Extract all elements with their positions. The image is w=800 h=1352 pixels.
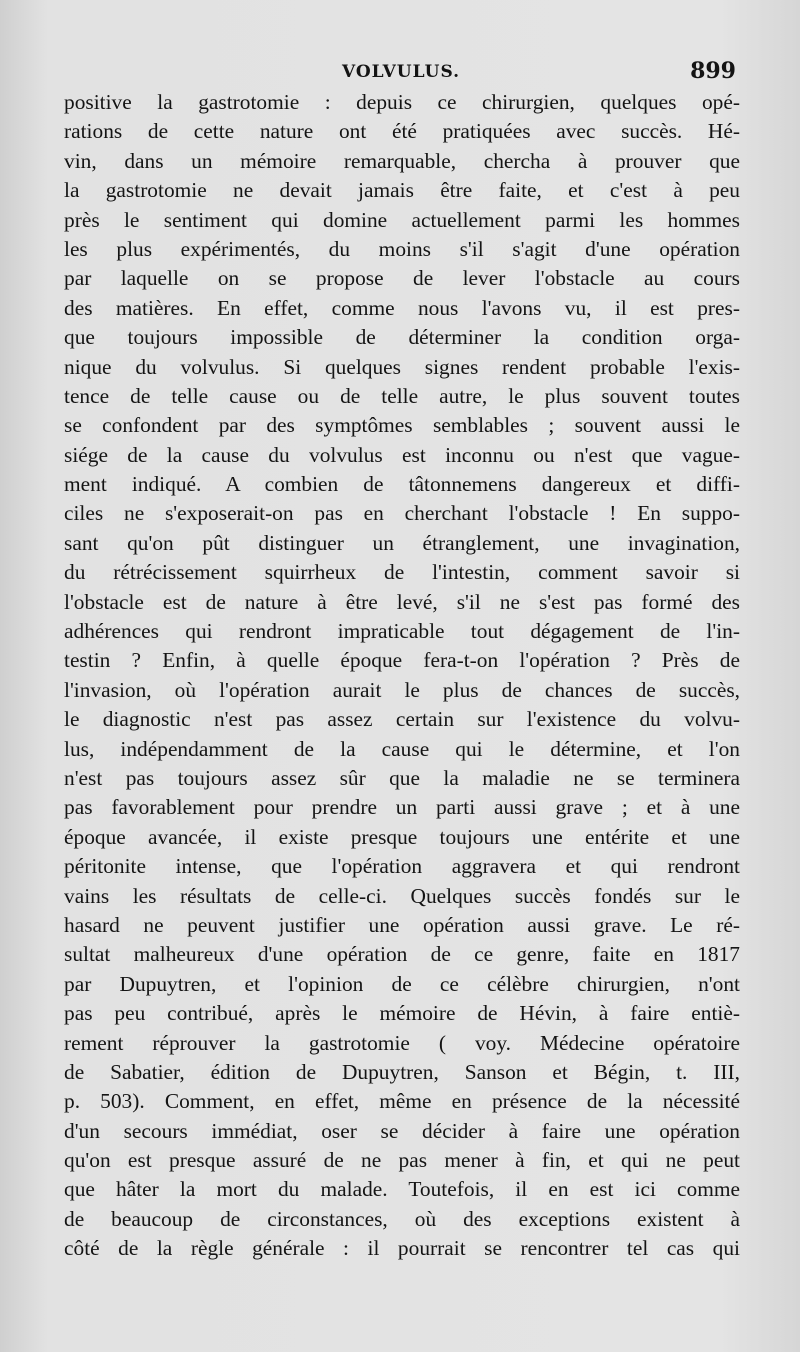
- text-line: vin, dans un mémoire remarquable, chercha à prouver que: [64, 148, 740, 173]
- text-line: que hâter la mort du malade. Toutefois, il en est ici comme: [64, 1177, 740, 1202]
- running-title: VOLVULUS.: [341, 62, 461, 82]
- text-line: p. 503). Comment, en effet, même en présence de la nécessité: [64, 1089, 740, 1114]
- running-head: [66, 58, 736, 86]
- page-number: 899: [690, 58, 736, 84]
- text-line: rement réprouver la gastrotomie ( voy. Médecine opératoire: [64, 1030, 740, 1055]
- text-line: positive la gastrotomie : depuis ce chirurgien, quelques opé-: [64, 90, 740, 114]
- text-line: sant qu'on pût distinguer un étranglement, une invagination,: [64, 530, 740, 555]
- text-line: siége de la cause du volvulus est inconnu ou n'est que vague-: [64, 442, 740, 467]
- text-line: vains les résultats de celle-ci. Quelques succès fondés sur le: [64, 883, 740, 908]
- text-line: l'invasion, où l'opération aurait le plus de chances de succès,: [64, 677, 740, 702]
- text-line: se confondent par des symptômes semblables ; souvent aussi le: [64, 413, 740, 438]
- text-line: des matières. En effet, comme nous l'avons vu, il est pres-: [64, 295, 740, 320]
- text-line: du rétrécissement squirrheux de l'intestin, comment savoir si: [64, 560, 740, 585]
- body-text: [64, 88, 740, 1264]
- text-line: nique du volvulus. Si quelques signes rendent probable l'exis-: [64, 354, 740, 379]
- text-line: d'un secours immédiat, oser se décider à faire une opération: [64, 1118, 740, 1143]
- text-line: pas favorablement pour prendre un parti aussi grave ; et à une: [64, 795, 740, 820]
- text-line: adhérences qui rendront impraticable tout dégagement de l'in-: [64, 619, 740, 644]
- text-line: la gastrotomie ne devait jamais être faite, et c'est à peu: [64, 178, 740, 203]
- text-line: les plus expérimentés, du moins s'il s'agit d'une opération: [64, 236, 740, 261]
- text-line: lus, indépendamment de la cause qui le détermine, et l'on: [64, 736, 740, 761]
- text-line: testin ? Enfin, à quelle époque fera-t-on l'opération ? Près de: [64, 648, 740, 673]
- text-line: qu'on est presque assuré de ne pas mener à fin, et qui ne peut: [64, 1148, 740, 1173]
- text-line: l'obstacle est de nature à être levé, s'il ne s'est pas formé des: [64, 589, 740, 614]
- text-line: sultat malheureux d'une opération de ce genre, faite en 1817: [64, 942, 740, 967]
- text-line: pas peu contribué, après le mémoire de Hévin, à faire entiè-: [64, 1001, 740, 1026]
- text-line: près le sentiment qui domine actuellement parmi les hommes: [64, 207, 740, 232]
- text-line: de Sabatier, édition de Dupuytren, Sanson et Bégin, t. III,: [64, 1059, 740, 1084]
- text-line: par Dupuytren, et l'opinion de ce célèbre chirurgien, n'ont: [64, 971, 740, 996]
- text-line: hasard ne peuvent justifier une opération aussi grave. Le ré-: [64, 912, 740, 937]
- text-line: n'est pas toujours assez sûr que la maladie ne se terminera: [64, 765, 740, 790]
- text-line: ment indiqué. A combien de tâtonnemens dangereux et diffi-: [64, 472, 740, 497]
- text-line: de beaucoup de circonstances, où des exceptions existent à: [64, 1206, 740, 1231]
- text-line: ciles ne s'exposerait-on pas en cherchant l'obstacle ! En suppo-: [64, 501, 740, 526]
- text-line: époque avancée, il existe presque toujours une entérite et une: [64, 824, 740, 849]
- text-line: que toujours impossible de déterminer la condition orga-: [64, 325, 740, 350]
- text-line: péritonite intense, que l'opération aggravera et qui rendront: [64, 854, 740, 879]
- text-line: par laquelle on se propose de lever l'obstacle au cours: [64, 266, 740, 291]
- text-line: le diagnostic n'est pas assez certain sur l'existence du volvu-: [64, 707, 740, 732]
- text-line: rations de cette nature ont été pratiquées avec succès. Hé-: [64, 119, 740, 144]
- text-line: côté de la règle générale : il pourrait se rencontrer tel cas qui: [64, 1236, 740, 1261]
- text-line: tence de telle cause ou de telle autre, le plus souvent toutes: [64, 383, 740, 408]
